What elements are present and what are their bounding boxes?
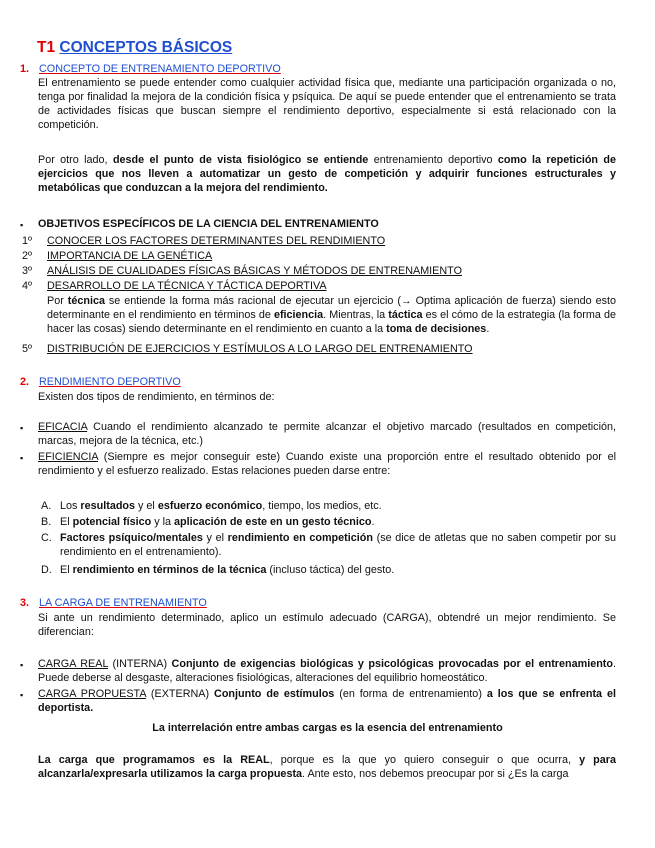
title-text: CONCEPTOS BÁSICOS — [59, 39, 233, 56]
objective-item: 3º ANÁLISIS DE CUALIDADES FÍSICAS BÁSICAS Y MÉTODOS DE ENTRENAMIENTO — [22, 265, 462, 277]
carga-propuesta-bullet: ▪ — [20, 690, 24, 700]
section1-heading — [20, 62, 281, 76]
title-number: T1 — [37, 39, 56, 56]
section3-title: LA CARGA DE ENTRENAMIENTO — [39, 597, 207, 609]
eficiencia-bullet: ▪ — [20, 453, 24, 463]
eficacia-item: EFICACIA Cuando el rendimiento alcanzado te permite alcanzar el objetivo marcado (resultados en competición, marcas, mejora de la técnica, etc.) — [38, 421, 616, 447]
section1-number: 1. — [20, 63, 30, 75]
section1-paragraph-2: Por otro lado, desde el punto de vista fisiológico se entiende entrenamiento deportivo como la repetición de ejercicios que nos lleven a automatizar un gesto de competición y adquirir funciones estructurales y metabólicas que conduzcan a la mejora del rendimiento. — [38, 154, 616, 194]
technique-paragraph: Por técnica se entiende la forma más racional de ejecutar un ejercicio (→ Optima aplicación de fuerza) siendo esto determinante en el rendimiento en términos de eficiencia. Mientras, la táctica es el cómo de la estrategia (la forma de hacer las cosas) siendo determinante en el rendimiento en cuanto a la toma de decisiones. — [47, 295, 616, 335]
objectives-bullet: ▪ — [20, 220, 24, 230]
objective-item: 2º IMPORTANCIA DE LA GENÉTICA — [22, 250, 213, 262]
page-title — [37, 38, 232, 58]
eficacia-bullet: ▪ — [20, 423, 24, 433]
carga-real-item: CARGA REAL (INTERNA) Conjunto de exigencias biológicas y psicológicas provocadas por el entrenamiento. Puede deberse al desgaste, alteraciones fisiológicas, alteraciones del equilibrio homeostático. — [38, 658, 616, 684]
section3-number: 3. — [20, 597, 30, 609]
objective-item: 1º CONOCER LOS FACTORES DETERMINANTES DEL RENDIMIENTO — [22, 235, 386, 247]
objectives-heading: OBJETIVOS ESPECÍFICOS DE LA CIENCIA DEL ENTRENAMIENTO — [38, 218, 379, 230]
section2-number: 2. — [20, 376, 30, 388]
carga-real-bullet: ▪ — [20, 660, 24, 670]
centered-statement: La interrelación entre ambas cargas es la esencia del entrenamiento — [152, 722, 503, 734]
section2-intro: Existen dos tipos de rendimiento, en términos de: — [38, 391, 275, 403]
eficiencia-item: EFICIENCIA (Siempre es mejor conseguir este) Cuando existe una proporción entre el resultado obtenido por el rendimiento y el esfuerzo realizado. Estas relaciones pueden darse entre: — [38, 451, 616, 477]
section3-final-paragraph: La carga que programamos es la REAL, porque es la que yo quiero conseguir o que ocurra, y para alcanzarla/expresarla utilizamos la carga propuesta. Ante esto, nos debemos preocupar por si ¿Es la carga — [38, 754, 616, 780]
objective-item: 5º DISTRIBUCIÓN DE EJERCICIOS Y ESTÍMULOS A LO LARGO DEL ENTRENAMIENTO — [22, 343, 473, 355]
objective-item: 4º DESARROLLO DE LA TÉCNICA Y TÁCTICA DEPORTIVA — [22, 280, 327, 292]
section1-paragraph-1: El entrenamiento se puede entender como cualquier actividad física que, mediante una participación organizada o no, tenga por finalidad la mejora de la condición física y psíquica. De aquí se puede entender que el entrenamiento se trata de actividades físicas que buscan siempre el rendimiento deportivo, especialmente si está relacionado con la competición. — [38, 77, 616, 131]
section3-intro: Si ante un rendimiento determinado, aplico un estímulo adecuado (CARGA), obtendré un mejor rendimiento. Se diferencian: — [38, 612, 616, 638]
section2-heading — [20, 375, 181, 389]
section3-heading — [20, 596, 207, 610]
section1-title: CONCEPTO DE ENTRENAMIENTO DEPORTIVO — [39, 63, 281, 75]
document-page: T1 CONCEPTOS BÁSICOS 1. CONCEPTO DE ENTRENAMIENTO DEPORTIVO El entrenamiento se puede entender como cualquier actividad física que, mediante una participación organizada o no, tenga por finalidad la mejora de la condición física y psíquica. De aquí se puede entender que el entrenamiento se trata de actividades físicas que buscan siempre el rendimiento deportivo, especialmente si está relacionado con la competición. Por otro lado, desde el punto de vista fisiológico se entiende entrenamiento deportivo como la repetición de ejercicios que nos lleven a automatizar un gesto de competición y adquirir funciones estructurales y metabólicas que conduzcan a la mejora del rendimiento. ▪ OBJETIVOS ESPECÍFICOS DE LA CIENCIA DEL ENTRENAMIENTO 1º CONOCER LOS FACTORES DETERMINANTES DEL RENDIMIENTO 2º IMPORTANCIA DE LA GENÉTICA 3º ANÁLISIS DE CUALIDADES FÍSICAS BÁSICAS Y MÉTODOS DE ENTRENAMIENTO 4º DESARROLLO DE LA TÉCNICA Y TÁCTICA DEPORTIVA Por técnica se entiende la forma más racional de ejecutar un ejercicio (→ Optima aplicación de fuerza) siendo esto determinante en el rendimiento en términos de eficiencia. Mientras, la táctica es el cómo de la estrategia (la forma de hacer las cosas) siendo determinante en el rendimiento en cuanto a la toma de decisiones. 5º DISTRIBUCIÓN DE EJERCICIOS Y ESTÍMULOS A LO LARGO DEL ENTRENAMIENTO 2. RENDIMIENTO DEPORTIVO Existen dos tipos de rendimiento, en términos de: ▪ EFICACIA Cuando el rendimiento alcanzado te permite alcanzar el objetivo marcado (resultados en competición, marcas, mejora de la técnica, etc.) ▪ EFICIENCIA (Siempre es mejor conseguir este) Cuando existe una proporción entre el resultado obtenido por el rendimiento y el esfuerzo realizado. Estas relaciones pueden darse entre: A. Los resultados y el esfuerzo económico, tiempo, los medios, etc. B. El potencial físico y la aplicación de este en un gesto técnico. C. Factores psíquico/mentales y el rendimiento en competición (se dice de atletas que no saben competir por su rendimiento en el entrenamiento). D. El rendimiento en términos de la técnica (incluso táctica) del gesto. 3. LA CARGA DE ENTRENAMIENTO Si ante un rendimiento determinado, aplico un estímulo adecuado (CARGA), obtendré un mejor rendimiento. Se diferencian: ▪ CARGA REAL (INTERNA) Conjunto de exigencias biológicas y psicológicas provocadas por el entrenamiento. Puede deberse al desgaste, alteraciones fisiológicas, alteraciones del equilibrio homeostático. ▪ CARGA PROPUESTA (EXTERNA) Conjunto de estímulos (en forma de entrenamiento) a los que se enfrenta el deportista. La interrelación entre ambas cargas es la esencia del entrenamiento La carga que programamos es la REAL, porque es la que yo quiero conseguir o que ocurra, y para alcanzarla/expresarla utilizamos la carga propuesta. Ante esto, nos debemos preocupar por si ¿Es la carga — [0, 0, 655, 848]
section2-title: RENDIMIENTO DEPORTIVO — [39, 376, 181, 388]
carga-propuesta-item: CARGA PROPUESTA (EXTERNA) Conjunto de estímulos (en forma de entrenamiento) a los que se enfrenta el deportista. — [38, 688, 616, 714]
